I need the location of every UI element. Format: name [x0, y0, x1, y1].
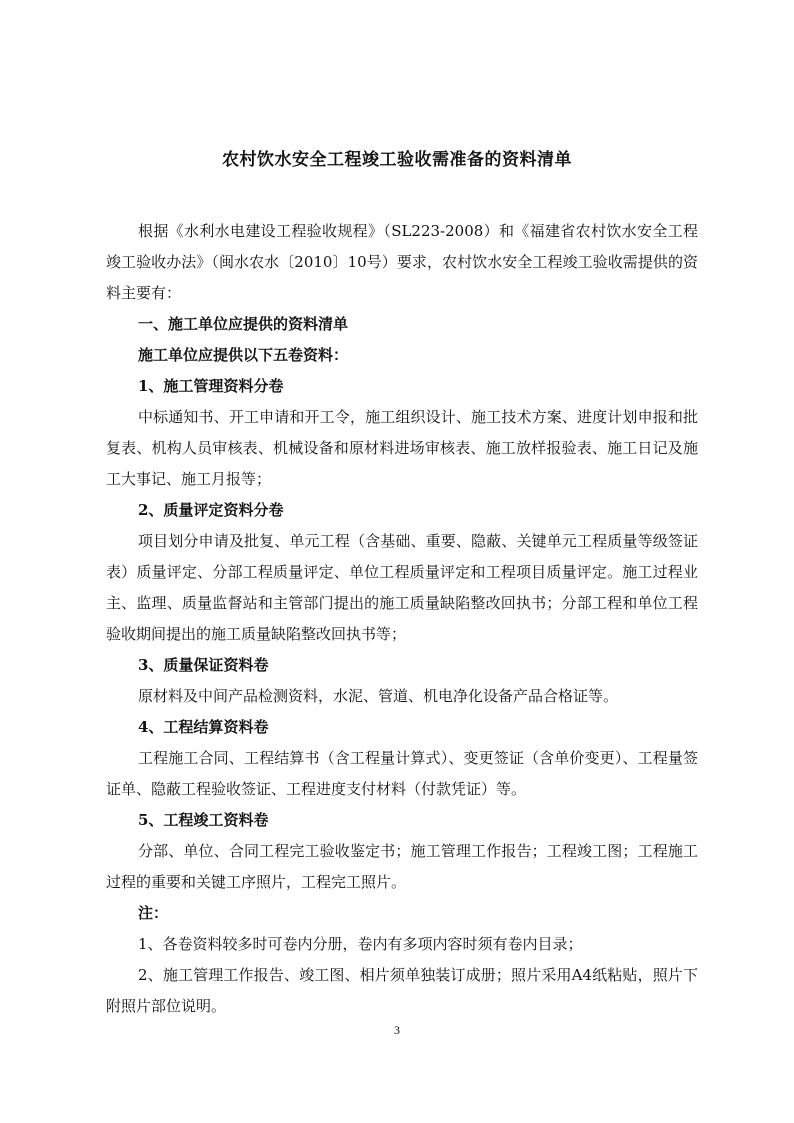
volume-3-content: 原材料及中间产品检测资料，水泥、管道、机电净化设备产品合格证等。 [138, 687, 619, 705]
volume-2-heading: 2、质量评定资料分卷 [138, 501, 284, 519]
document-title: 农村饮水安全工程竣工验收需准备的资料清单 [222, 150, 572, 170]
intro-paragraph: 根据《水利水电建设工程验收规程》（SL223-2008）和《福建省农村饮水安全工程竣工验收办法》（闽水农水〔2010〕10号）要求，农村饮水安全工程竣工验收需提供的资料主要有： [106, 222, 698, 302]
volume-5-heading: 5、工程竣工资料卷 [138, 811, 269, 829]
note-item-1: 1、各卷资料较多时可卷内分册，卷内有多项内容时须有卷内目录； [138, 935, 583, 953]
document-body [106, 216, 698, 1022]
section-one-subheading: 施工单位应提供以下五卷资料： [138, 346, 349, 364]
volume-3-heading: 3、质量保证资料卷 [138, 656, 269, 674]
section-one-heading: 一、施工单位应提供的资料清单 [138, 315, 349, 333]
notes-heading: 注： [138, 904, 169, 922]
page-number: 3 [394, 1023, 400, 1037]
volume-4-heading: 4、工程结算资料卷 [138, 718, 269, 736]
volume-1-content: 中标通知书、开工申请和开工令，施工组织设计、施工技术方案、进度计划申报和批复表、机构人员审核表、机械设备和原材料进场审核表、施工放样报验表、施工日记及施工大事记、施工月报等； [106, 408, 698, 488]
volume-4-content: 工程施工合同、工程结算书（含工程量计算式）、变更签证（含单价变更）、工程量签证单、隐蔽工程验收签证、工程进度支付材料（付款凭证）等。 [106, 749, 698, 798]
note-item-2: 2、施工管理工作报告、竣工图、相片须单独装订成册；照片采用A4纸粘贴，照片下附照片部位说明。 [106, 966, 698, 1015]
volume-1-heading: 1、施工管理资料分卷 [138, 377, 284, 395]
volume-2-content: 项目划分申请及批复、单元工程（含基础、重要、隐蔽、关键单元工程质量等级签证表）质量评定、分部工程质量评定、单位工程质量评定和工程项目质量评定。施工过程业主、监理、质量监督站和主管部门提出的施工质量缺陷整改回执书；分部工程和单位工程验收期间提出的施工质量缺陷整改回执书等； [106, 532, 698, 643]
volume-5-content: 分部、单位、合同工程完工验收鉴定书；施工管理工作报告；工程竣工图；工程施工过程的重要和关键工序照片，工程完工照片。 [106, 842, 698, 891]
